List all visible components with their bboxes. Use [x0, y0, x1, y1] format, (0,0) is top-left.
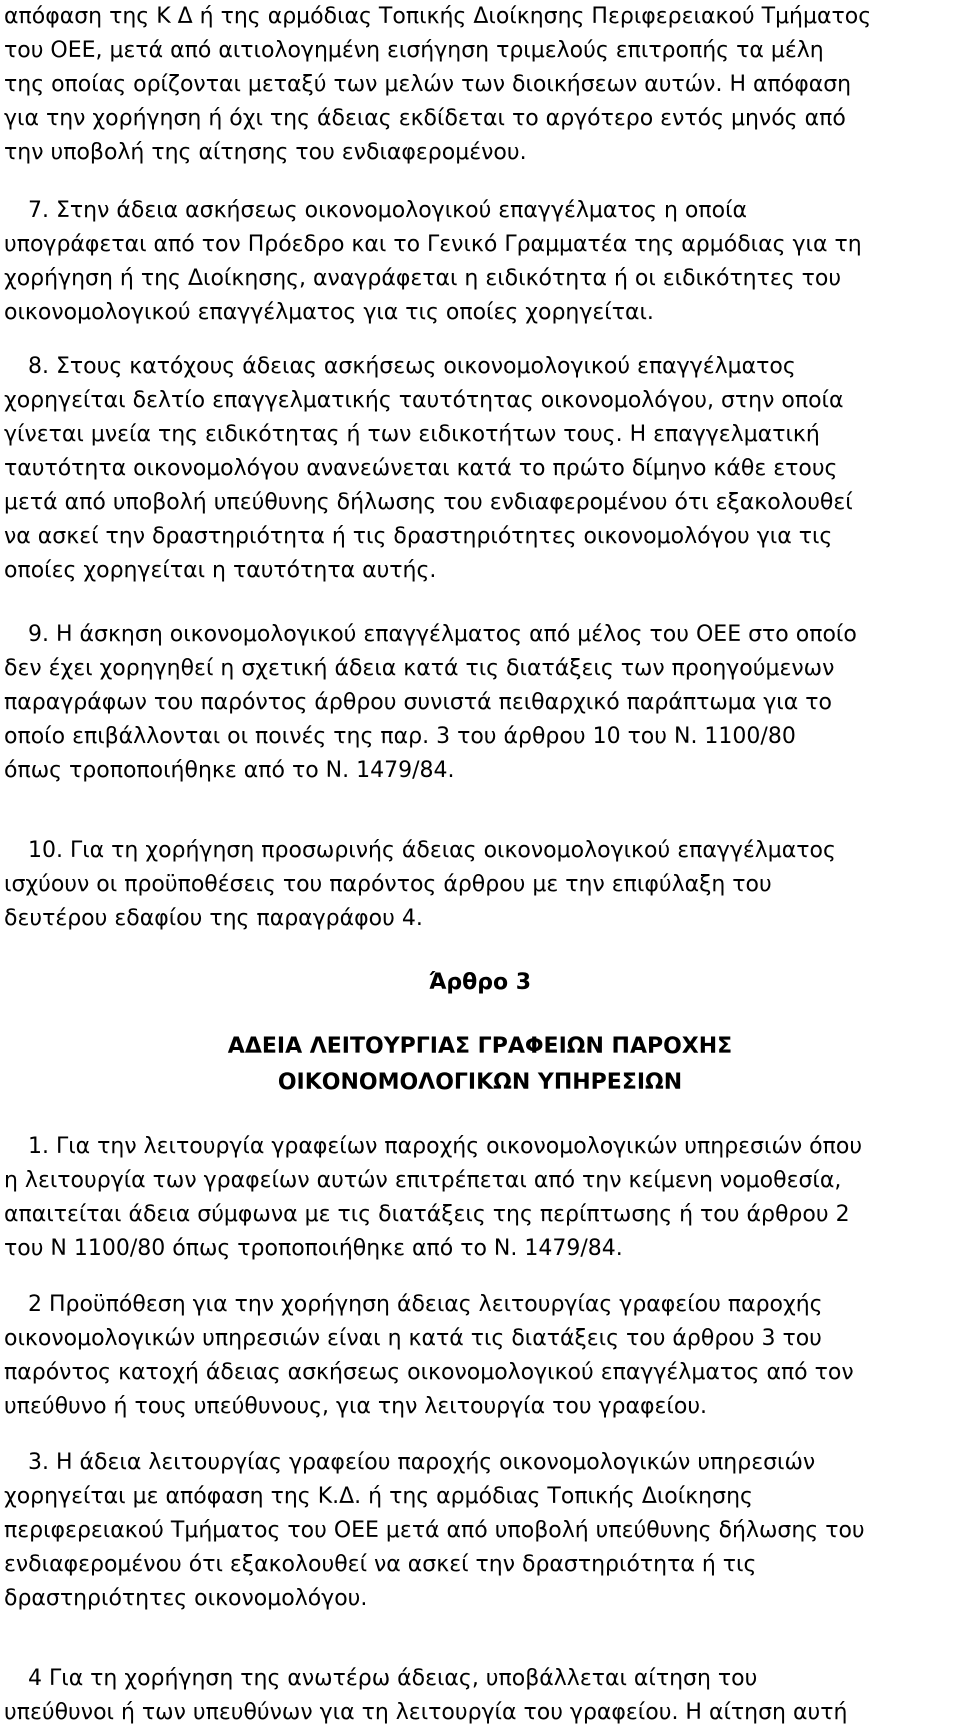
article-heading-line1: ΑΔΕΙΑ ΛΕΙΤΟΥΡΓΙΑΣ ΓΡΑΦΕΙΩΝ ΠΑΡΟΧΗΣ [227, 1034, 733, 1059]
line-seg: υπεύθυνο ή τους υπεύθυνους, για την λειτουργία του γραφείου. [4, 1394, 708, 1419]
paragraph-8 [4, 350, 954, 588]
article-paragraph-1 [4, 1130, 954, 1266]
line-seg: όπως τροποποιήθηκε από το Ν. 1479/84. [4, 758, 455, 783]
line-seg: για την χορήγηση ή όχι της άδειας εκδίδεται το αργότερο εντός μηνός από [4, 106, 846, 131]
paragraph-intro [4, 0, 954, 170]
line-seg: υπογράφεται από τον Πρόεδρο και το Γενικό Γραμματέα της αρμόδιας για τη [4, 232, 862, 257]
line-seg: η λειτουργία των γραφείων αυτών επιτρέπεται από την κείμενη νομοθεσία, [4, 1168, 842, 1193]
line-seg: περιφερειακού Τμήματος του ΟΕΕ μετά από υποβολή υπεύθυνης δήλωσης του [4, 1518, 865, 1543]
line-seg: 8. Στους κατόχους άδειας ασκήσεως οικονομολογικού επαγγέλματος [28, 354, 796, 379]
paragraph-7 [4, 194, 954, 330]
line-seg: οικονομολογικών υπηρεσιών είναι η κατά τις διατάξεις του άρθρου 3 του [4, 1326, 822, 1351]
article-heading-line2: ΟΙΚΟΝΟΜΟΛΟΓΙΚΩΝ ΥΠΗΡΕΣΙΩΝ [277, 1070, 683, 1095]
line-seg: ταυτότητα οικονομολόγου ανανεώνεται κατά το πρώτο δίμηνο κάθε ετους [4, 456, 838, 481]
line-seg: 1. Για την λειτουργία γραφείων παροχής οικονομολογικών υπηρεσιών όπου [28, 1134, 863, 1159]
line-seg: την υποβολή της αίτησης του ενδιαφερομένου. [4, 140, 527, 165]
line-seg: του ΟΕΕ, μετά από αιτιολογημένη εισήγηση τριμελούς επιτροπής τα μέλη [4, 38, 824, 63]
line-seg: της οποίας ορίζονται μεταξύ των μελών των διοικήσεων αυτών. Η απόφαση [4, 72, 852, 97]
line-seg: χορήγηση ή της Διοίκησης, αναγράφεται η ειδικότητα ή οι ειδικότητες του [4, 266, 842, 291]
line-seg: 7. Στην άδεια ασκήσεως οικονομολογικού επαγγέλματος η οποία [28, 198, 748, 223]
line-seg: παραγράφων του παρόντος άρθρου συνιστά πειθαρχικό παράπτωμα για το [4, 690, 832, 715]
article-paragraph-3 [4, 1446, 954, 1616]
line-seg: 9. Η άσκηση οικονομολογικού επαγγέλματος από μέλος του ΟΕΕ στο οποίο [28, 622, 857, 647]
line-seg: 4 Για τη χορήγηση της ανωτέρω άδειας, υποβάλλεται αίτηση του [28, 1666, 758, 1691]
line-seg: 10. Για τη χορήγηση προσωρινής άδειας οικονομολογικού επαγγέλματος [28, 838, 836, 863]
line-seg: απόφαση της Κ Δ ή της αρμόδιας Τοπικής Διοίκησης Περιφερειακού Τμήματος [4, 4, 872, 29]
line-seg: απαιτείται άδεια σύμφωνα με τις διατάξεις της περίπτωσης ή του άρθρου 2 [4, 1202, 850, 1227]
line-seg: 2 Προϋπόθεση για την χορήγηση άδειας λειτουργίας γραφείου παροχής [28, 1292, 823, 1317]
line-seg: χορηγείται δελτίο επαγγελματικής ταυτότητας οικονομολόγου, στην οποία [4, 388, 844, 413]
line-seg: δευτέρου εδαφίου της παραγράφου 4. [4, 906, 423, 931]
line-seg: γίνεται μνεία της ειδικότητας ή των ειδικοτήτων τους. Η επαγγελματική [4, 422, 820, 447]
line-seg: δραστηριότητες οικονομολόγου. [4, 1586, 368, 1611]
line-seg: δεν έχει χορηγηθεί η σχετική άδεια κατά τις διατάξεις των προηγούμενων [4, 656, 835, 681]
line-seg: παρόντος κατοχή άδειας ασκήσεως οικονομολογικού επαγγέλματος από τον [4, 1360, 854, 1385]
line-seg: ενδιαφερομένου ότι εξακολουθεί να ασκεί την δραστηριότητα ή τις [4, 1552, 757, 1577]
line-seg: χορηγείται με απόφαση της Κ.Δ. ή της αρμόδιας Τοπικής Διοίκησης [4, 1484, 753, 1509]
line-seg: οποίες χορηγείται η ταυτότητα αυτής. [4, 558, 437, 583]
line-seg: του Ν 1100/80 όπως τροποποιήθηκε από το Ν. 1479/84. [4, 1236, 623, 1261]
paragraph-9 [4, 618, 954, 788]
line-seg: να ασκεί την δραστηριότητα ή τις δραστηριότητες οικονομολόγου για τις [4, 524, 833, 549]
line-seg: ισχύουν οι προϋποθέσεις του παρόντος άρθρου με την επιφύλαξη του [4, 872, 772, 897]
line-seg: 3. Η άδεια λειτουργίας γραφείου παροχής οικονομολογικών υπηρεσιών [28, 1450, 816, 1475]
line-seg: οικονομολογικού επαγγέλματος για τις οποίες χορηγείται. [4, 300, 654, 325]
article-title: Άρθρο 3 [428, 970, 532, 995]
paragraph-text [4, 0, 954, 170]
line-seg: οποίο επιβάλλονται οι ποινές της παρ. 3 του άρθρου 10 του Ν. 1100/80 [4, 724, 796, 749]
paragraph-10 [4, 834, 954, 936]
article-paragraph-4 [4, 1662, 954, 1730]
line-seg: υπεύθυνοι ή των υπευθύνων για τη λειτουργία του γραφείου. Η αίτηση αυτή [4, 1700, 848, 1725]
article-paragraph-2 [4, 1288, 954, 1424]
line-seg: μετά από υποβολή υπεύθυνης δήλωσης του ενδιαφερομένου ότι εξακολουθεί [4, 490, 853, 515]
